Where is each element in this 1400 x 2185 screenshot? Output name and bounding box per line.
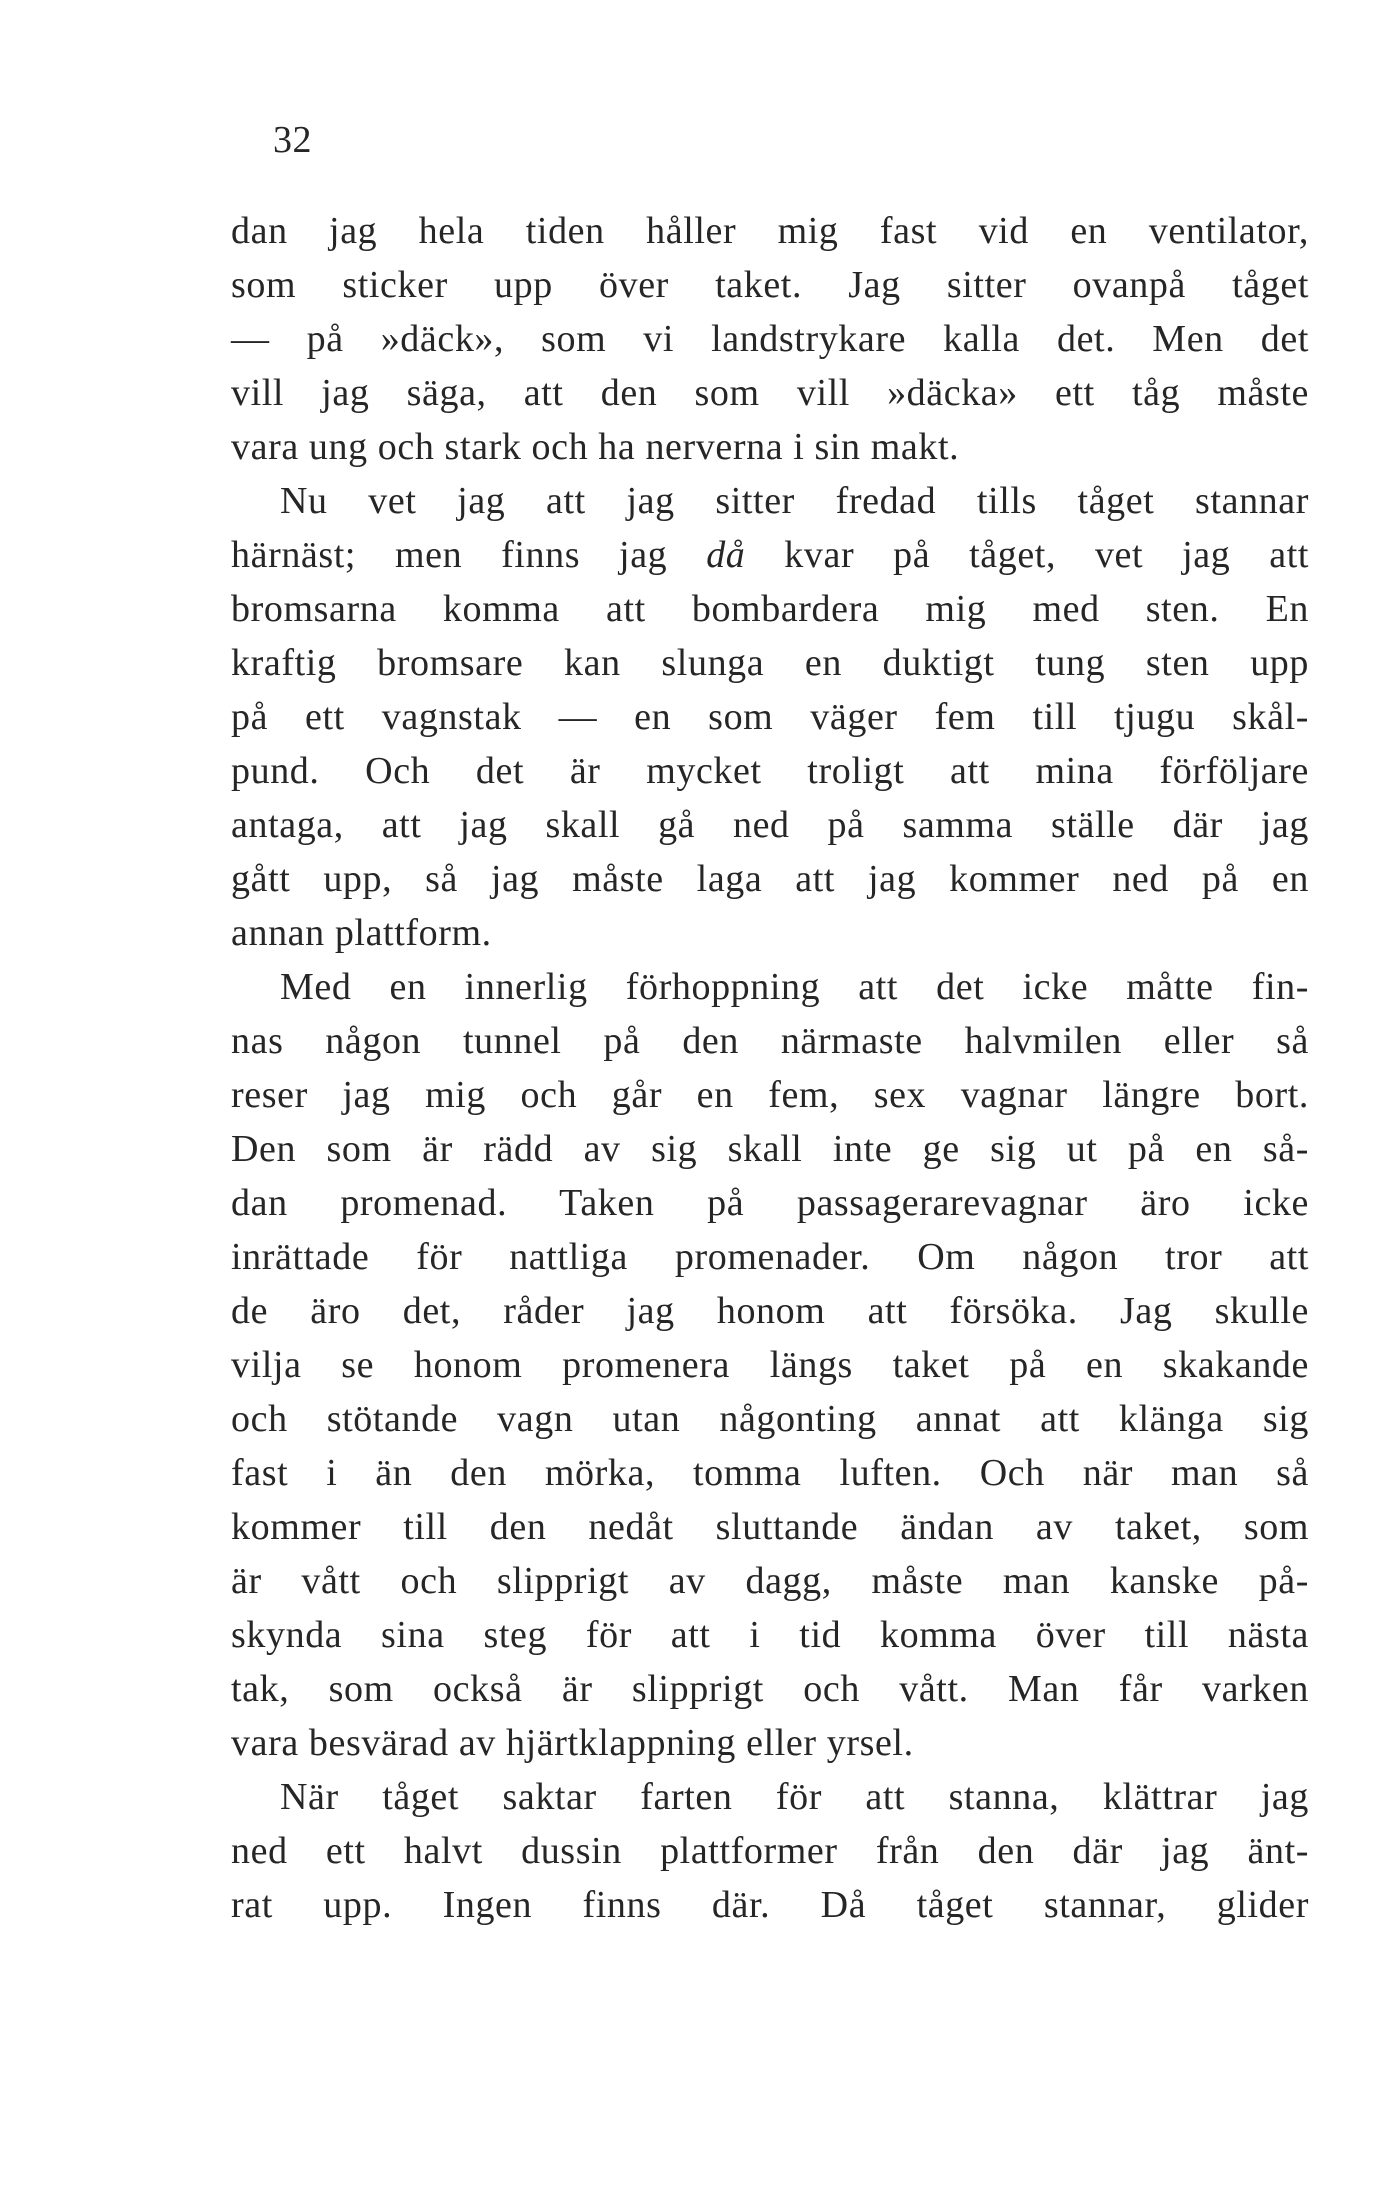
text-line: är vått och slipprigt av dagg, måste man kanske på- [231, 1560, 1309, 1602]
paragraph [231, 1770, 1309, 1932]
text-line: vilja se honom promenera längs taket på en skakande [231, 1344, 1309, 1386]
text-segment: kvar på tåget, vet jag att [745, 534, 1310, 576]
text-line: nas någon tunnel på den närmaste halvmilen eller så [231, 1020, 1309, 1062]
text-line: de äro det, råder jag honom att försöka. Jag skulle [231, 1290, 1309, 1332]
text-line [231, 528, 1309, 582]
text-line: som sticker upp över taket. Jag sitter ovanpå tåget [231, 264, 1309, 306]
text-line: vill jag säga, att den som vill »däcka» ett tåg måste [231, 372, 1309, 414]
page-number: 32 [273, 119, 312, 161]
text-line: tak, som också är slipprigt och vått. Man får varken [231, 1668, 1309, 1710]
text-line: kommer till den nedåt sluttande ändan av taket, som [231, 1506, 1309, 1548]
text-line: dan promenad. Taken på passagerarevagnar äro icke [231, 1182, 1309, 1224]
text-line: pund. Och det är mycket troligt att mina förföljare [231, 750, 1309, 792]
text-line: fast i än den mörka, tomma luften. Och när man så [231, 1452, 1309, 1494]
text-line: vara besvärad av hjärtklappning eller yrsel. [231, 1722, 914, 1764]
text-line: och stötande vagn utan någonting annat att klänga sig [231, 1398, 1309, 1440]
body-text [231, 204, 1309, 1932]
text-line: på ett vagnstak — en som väger fem till tjugu skål- [231, 696, 1309, 738]
text-line: annan plattform. [231, 912, 492, 954]
text-line: När tåget saktar farten för att stanna, klättrar jag [280, 1776, 1309, 1818]
paragraph [231, 204, 1309, 474]
italic-emphasis: då [706, 534, 746, 576]
text-line: Nu vet jag att jag sitter fredad tills tåget stannar [280, 480, 1309, 522]
text-line: vara ung och stark och ha nerverna i sin makt. [231, 426, 960, 468]
text-line: inrättade för nattliga promenader. Om någon tror att [231, 1236, 1309, 1278]
text-line: rat upp. Ingen finns där. Då tåget stannar, glider [231, 1884, 1309, 1926]
text-line: — på »däck», som vi landstrykare kalla det. Men det [231, 318, 1309, 360]
text-line: reser jag mig och går en fem, sex vagnar längre bort. [231, 1074, 1309, 1116]
text-line: ned ett halvt dussin plattformer från den där jag änt- [231, 1830, 1309, 1872]
text-line: bromsarna komma att bombardera mig med sten. En [231, 588, 1309, 630]
paragraph [231, 474, 1309, 960]
text-line: Med en innerlig förhoppning att det icke måtte fin- [280, 966, 1309, 1008]
paragraph [231, 960, 1309, 1770]
text-line: dan jag hela tiden håller mig fast vid en ventilator, [231, 210, 1309, 252]
text-line: Den som är rädd av sig skall inte ge sig ut på en så- [231, 1128, 1309, 1170]
text-segment: härnäst; men finns jag [231, 534, 707, 576]
text-line: antaga, att jag skall gå ned på samma ställe där jag [231, 804, 1309, 846]
text-line: skynda sina steg för att i tid komma över till nästa [231, 1614, 1309, 1656]
text-line: gått upp, så jag måste laga att jag kommer ned på en [231, 858, 1309, 900]
text-line: kraftig bromsare kan slunga en duktigt tung sten upp [231, 642, 1309, 684]
